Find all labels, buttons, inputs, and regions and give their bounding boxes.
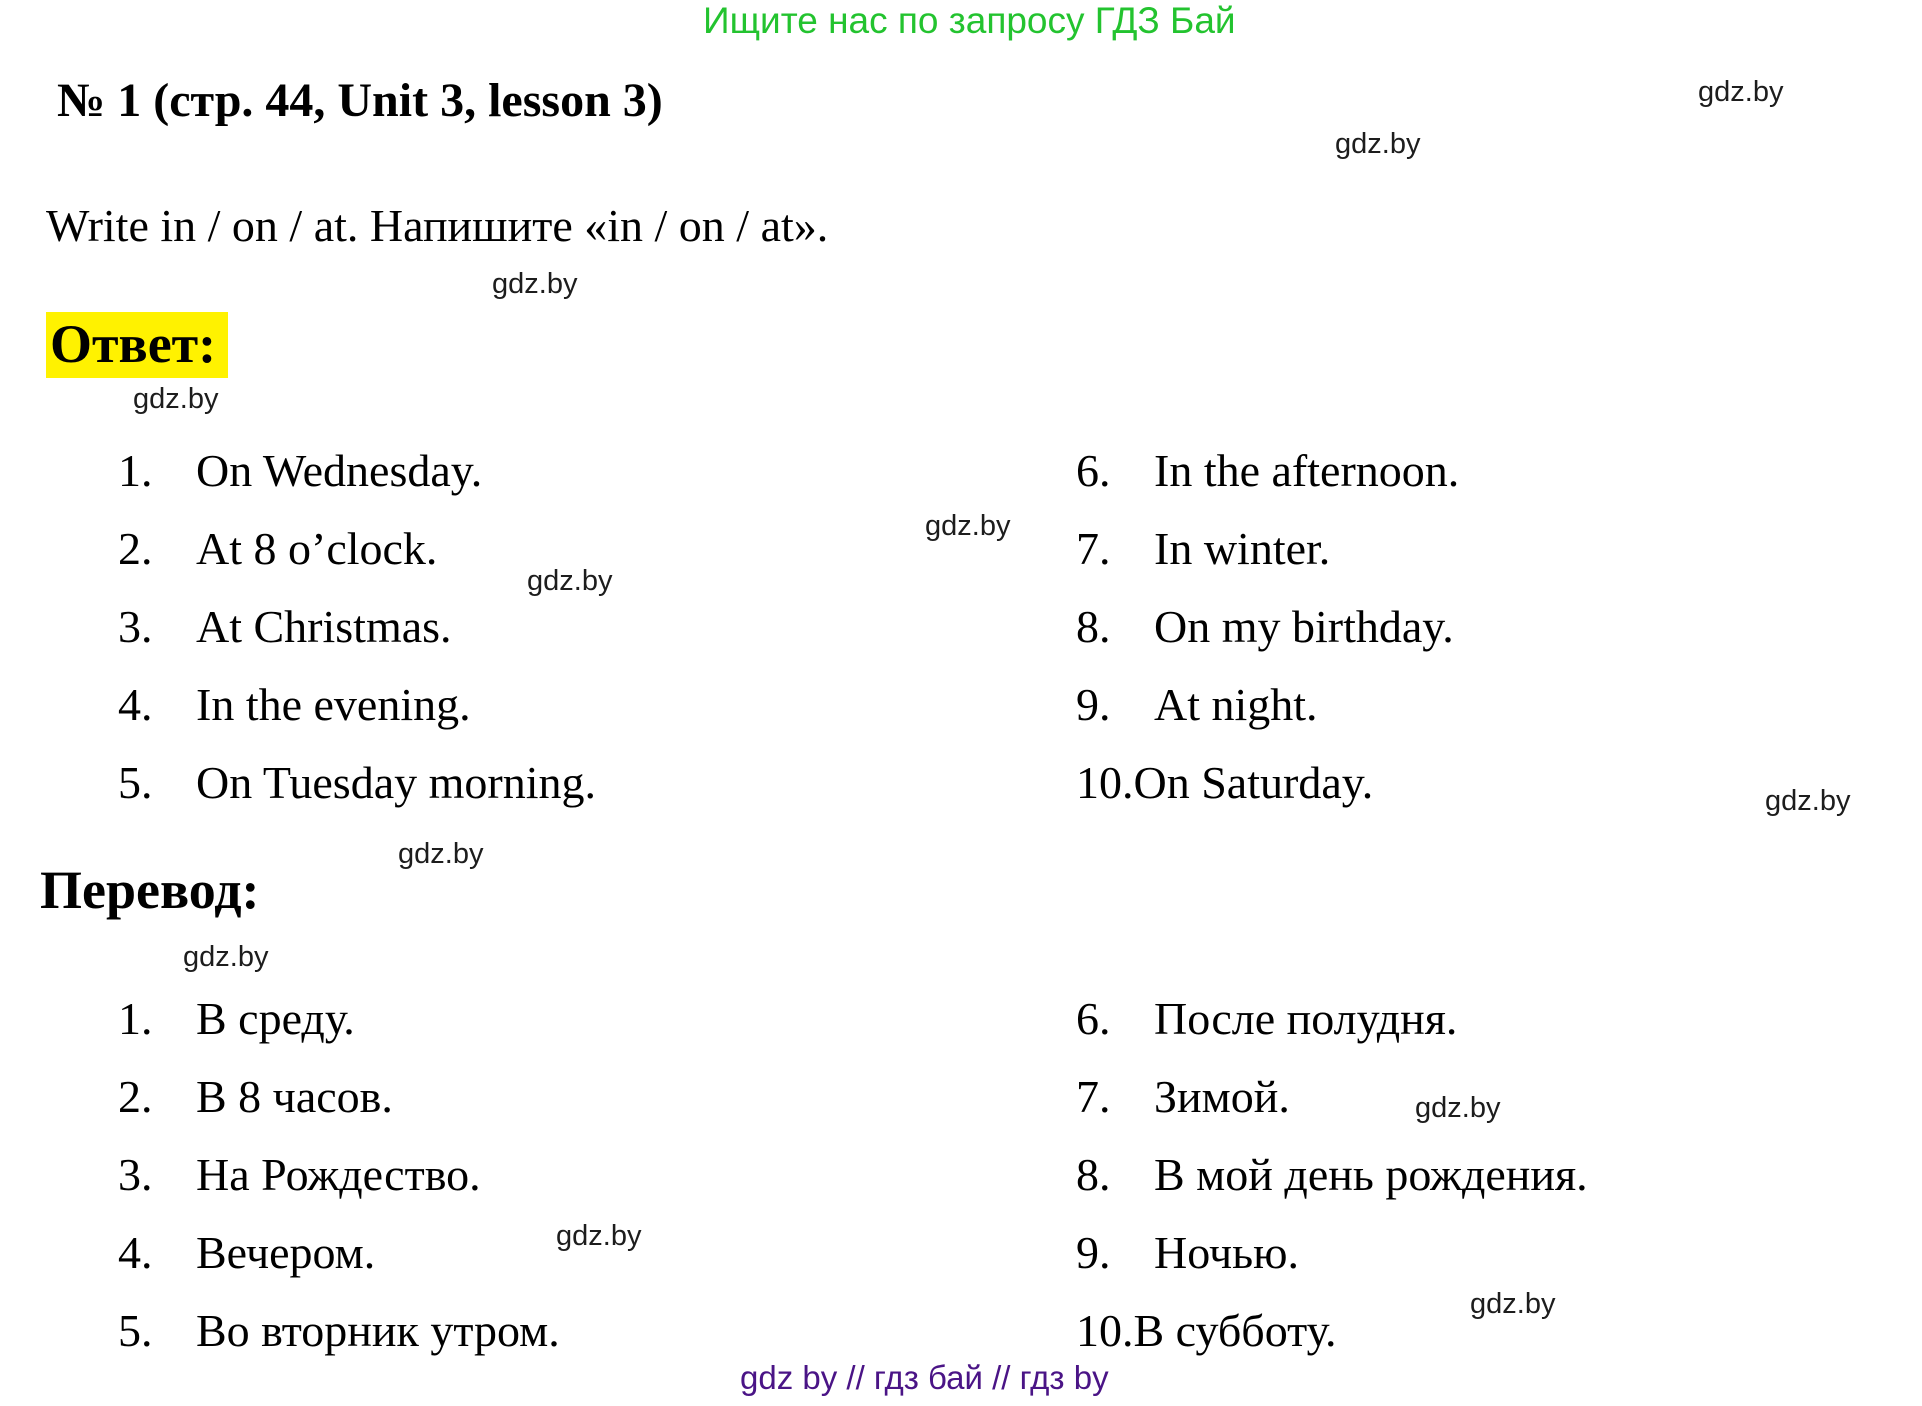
task-text: Write in / on / at. Напишите «in / on / at».: [46, 200, 829, 251]
gdz-watermark: gdz.by: [183, 941, 269, 973]
list-item-number: 7.: [1076, 523, 1111, 574]
list-item-text: В среду.: [196, 993, 355, 1044]
list-item: [118, 980, 560, 1058]
list-item-number: 6.: [1076, 445, 1111, 496]
answer-list-left: [118, 432, 596, 822]
list-item-text: In winter.: [1154, 523, 1331, 574]
promo-banner: Ищите нас по запросу ГДЗ Бай: [703, 0, 1236, 41]
list-item: [118, 744, 596, 822]
list-item-text: Во вторник утром.: [196, 1305, 560, 1356]
list-item: [1076, 432, 1459, 510]
list-item-text: At Christmas.: [196, 601, 452, 652]
answer-list-right: [1076, 432, 1459, 822]
gdz-watermark: gdz.by: [527, 565, 613, 597]
list-item-text: On Tuesday morning.: [196, 757, 596, 808]
list-item: [118, 588, 596, 666]
list-item: [1076, 744, 1459, 822]
list-item-number: 9.: [1076, 1227, 1111, 1278]
list-item: [1076, 1136, 1588, 1214]
list-item-text: At 8 o’clock.: [196, 523, 438, 574]
list-item-number: 1.: [118, 445, 153, 496]
list-item-text: On Saturday.: [1133, 757, 1374, 808]
list-item-number: 7.: [1076, 1071, 1111, 1122]
list-item-number: 8.: [1076, 1149, 1111, 1200]
gdz-watermark: gdz.by: [1765, 785, 1851, 817]
list-item: [1076, 588, 1459, 666]
list-item-text: On Wednesday.: [196, 445, 483, 496]
list-item-number: 10.: [1076, 757, 1134, 808]
gdz-watermark: gdz.by: [133, 383, 219, 415]
list-item-text: В мой день рождения.: [1154, 1149, 1588, 1200]
list-item-text: At night.: [1154, 679, 1318, 730]
list-item: [118, 510, 596, 588]
list-item: [118, 1136, 560, 1214]
translation-list-left: [118, 980, 560, 1370]
answer-label-highlight: Ответ:: [46, 312, 228, 378]
list-item-text: In the evening.: [196, 679, 471, 730]
list-item-number: 8.: [1076, 601, 1111, 652]
gdz-watermark: gdz.by: [1335, 128, 1421, 160]
translation-label: Перевод:: [40, 860, 260, 920]
gdz-watermark: gdz.by: [398, 838, 484, 870]
list-item-number: 10.: [1076, 1305, 1134, 1356]
answer-label: [46, 312, 228, 378]
list-item-number: 5.: [118, 1305, 153, 1356]
list-item-number: 3.: [118, 1149, 153, 1200]
gdz-watermark: gdz.by: [492, 268, 578, 300]
list-item: [1076, 510, 1459, 588]
list-item-text: В 8 часов.: [196, 1071, 393, 1122]
list-item-number: 4.: [118, 679, 153, 730]
gdz-watermark: gdz.by: [1698, 76, 1784, 108]
gdz-watermark: gdz.by: [1415, 1092, 1501, 1124]
list-item-number: 2.: [118, 1071, 153, 1122]
list-item: [1076, 666, 1459, 744]
list-item: [118, 1058, 560, 1136]
page-title: № 1 (стр. 44, Unit 3, lesson 3): [57, 74, 663, 127]
list-item-text: On my birthday.: [1154, 601, 1454, 652]
list-item-number: 3.: [118, 601, 153, 652]
list-item-text: После полудня.: [1154, 993, 1458, 1044]
list-item: [1076, 980, 1588, 1058]
list-item-number: 9.: [1076, 679, 1111, 730]
list-item-number: 4.: [118, 1227, 153, 1278]
list-item-number: 5.: [118, 757, 153, 808]
list-item: [118, 432, 596, 510]
list-item-text: Вечером.: [196, 1227, 376, 1278]
list-item: [118, 1292, 560, 1370]
list-item-number: 2.: [118, 523, 153, 574]
gdz-watermark: gdz.by: [556, 1220, 642, 1252]
list-item-text: В субботу.: [1133, 1305, 1337, 1356]
list-item-number: 1.: [118, 993, 153, 1044]
list-item-text: Зимой.: [1154, 1071, 1290, 1122]
gdz-watermark: gdz.by: [1470, 1288, 1556, 1320]
list-item: [118, 1214, 560, 1292]
list-item-text: На Рождество.: [196, 1149, 481, 1200]
list-item: [118, 666, 596, 744]
list-item-number: 6.: [1076, 993, 1111, 1044]
list-item: [1076, 1058, 1588, 1136]
gdz-watermark: gdz.by: [925, 510, 1011, 542]
footer-watermark: gdz by // гдз бай // гдз by: [740, 1359, 1109, 1396]
list-item-text: Ночью.: [1154, 1227, 1300, 1278]
list-item: [1076, 1214, 1588, 1292]
list-item-text: In the afternoon.: [1154, 445, 1460, 496]
